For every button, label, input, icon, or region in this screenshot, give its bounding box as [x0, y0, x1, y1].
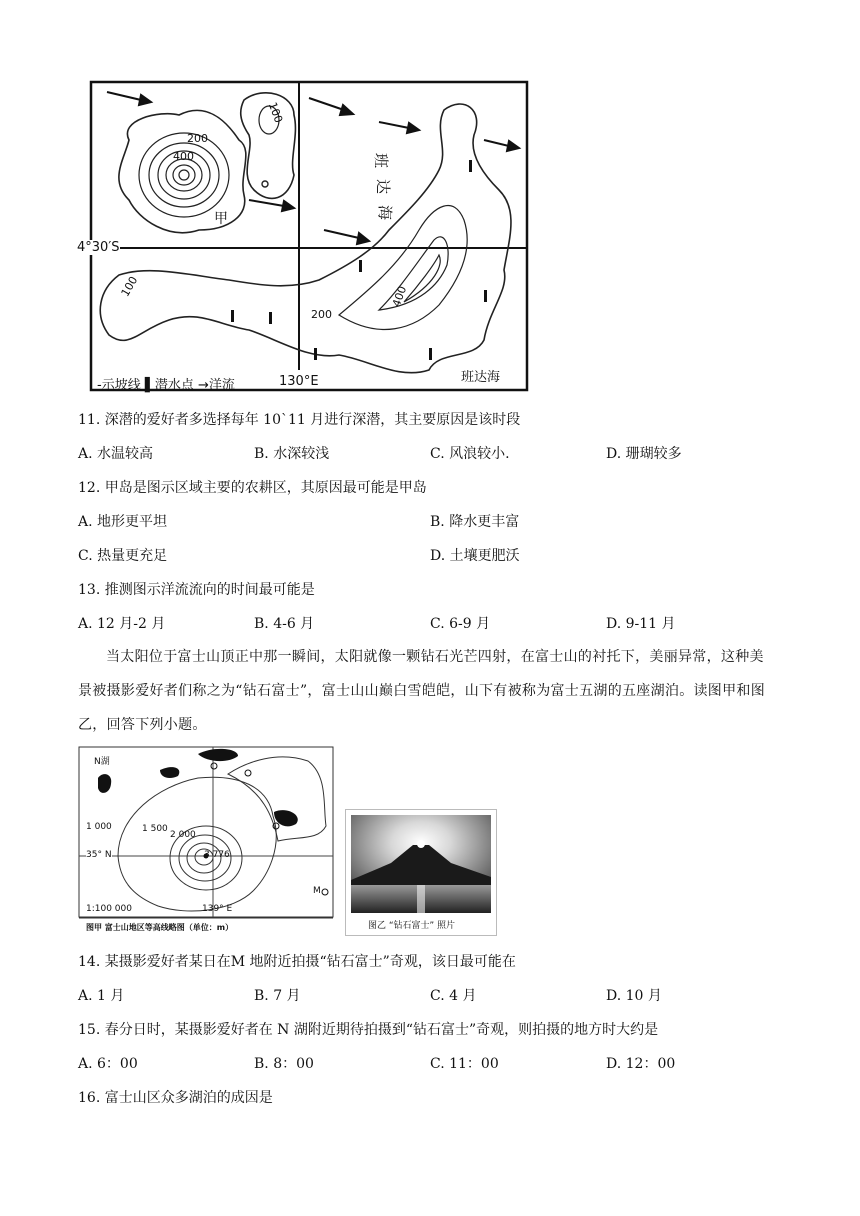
q12-option-a[interactable]: A. 地形更平坦: [78, 514, 168, 530]
passage-text: 当太阳位于富士山顶正中那一瞬间，太阳就像一颗钻石光芒四射，在富士山的衬托下，美丽异常，这种美景被摄影爱好者们称之为“钻石富士”，富士山山巅白雪皑皑，山下有被称为富士五湖的五座湖泊。读图甲和图乙，回答下列小题。: [78, 649, 766, 733]
contour-label: 400: [173, 150, 194, 163]
scale-label: 1:100 000: [86, 904, 132, 914]
q15-option-b[interactable]: B. 8：00: [254, 1056, 314, 1072]
q12-option-b[interactable]: B. 降水更丰富: [430, 514, 520, 530]
banda-sea-map-figure: [89, 80, 529, 392]
q14-option-b[interactable]: B. 7 月: [254, 988, 301, 1004]
q11-option-d[interactable]: D. 珊瑚较多: [606, 446, 682, 462]
question-16: 16. 富士山区众多湖泊的成因是: [78, 1090, 273, 1106]
contour-label: 1 500: [142, 824, 168, 834]
sea-label-3: 海: [376, 204, 395, 221]
latitude-label: 35° N: [86, 850, 112, 860]
contour-label: 100: [265, 100, 286, 125]
sea-label-2: 达: [374, 178, 393, 195]
contour-label: 100: [118, 274, 141, 299]
contour-label: 200: [311, 308, 332, 321]
map-legend: -示坡线 ▌潜水点 →洋流: [97, 378, 235, 393]
question-12: 12. 甲岛是图示区域主要的农耕区，其原因最可能是甲岛: [78, 480, 427, 496]
q11-option-a[interactable]: A. 水温较高: [78, 446, 154, 462]
latitude-label: 4°30′S: [77, 240, 120, 255]
q15-option-d[interactable]: D. 12：00: [606, 1056, 676, 1072]
contour-label: 200: [187, 132, 208, 145]
longitude-label: 139° E: [202, 904, 233, 914]
q11-option-c[interactable]: C. 风浪较小.: [430, 446, 510, 462]
lake-label: N湖: [94, 757, 110, 767]
question-14: 14. 某摄影爱好者某日在M 地附近拍摄“钻石富士”奇观，该日最可能在: [78, 954, 516, 970]
q15-option-a[interactable]: A. 6：00: [78, 1056, 138, 1072]
question-11: 11. 深潜的爱好者多选择每年 10`11 月进行深潜，其主要原因是该时段: [78, 412, 521, 428]
contour-label: 1 000: [86, 822, 112, 832]
q13-option-a[interactable]: A. 12 月-2 月: [78, 616, 166, 632]
q13-option-b[interactable]: B. 4-6 月: [254, 616, 315, 632]
question-15: 15. 春分日时，某摄影爱好者在 N 湖附近期待拍摄到“钻石富士”奇观，则拍摄的地方时大约是: [78, 1022, 659, 1038]
longitude-label: 130°E: [279, 374, 319, 389]
q13-option-d[interactable]: D. 9-11 月: [606, 616, 676, 632]
passage: [78, 640, 778, 742]
island-label: 甲: [214, 211, 228, 227]
point-m-label: M: [313, 886, 321, 896]
photo-caption: 图乙 “钻石富士” 照片: [368, 921, 456, 931]
map-caption: 图甲 富士山地区等高线略图（单位：m）: [86, 923, 234, 932]
contour-label: 400: [389, 284, 410, 309]
q14-option-d[interactable]: D. 10 月: [606, 988, 662, 1004]
sea-label-1: 班: [372, 152, 391, 169]
q12-option-d[interactable]: D. 土壤更肥沃: [430, 548, 520, 564]
q15-option-c[interactable]: C. 11：00: [430, 1056, 499, 1072]
summit-label: 3 776: [204, 850, 230, 860]
sea-label-bottom: 班达海: [461, 370, 501, 385]
q14-option-a[interactable]: A. 1 月: [78, 988, 125, 1004]
question-13: 13. 推测图示洋流流向的时间最可能是: [78, 582, 315, 598]
q11-option-b[interactable]: B. 水深较浅: [254, 446, 330, 462]
diamond-fuji-photo-frame: [345, 809, 497, 936]
banda-sea-map: [77, 80, 529, 393]
contour-label: 2 000: [170, 830, 196, 840]
q13-option-c[interactable]: C. 6-9 月: [430, 616, 491, 632]
q14-option-c[interactable]: C. 4 月: [430, 988, 477, 1004]
fuji-contour-map: [78, 746, 334, 934]
diamond-fuji-photo: [351, 815, 491, 913]
q12-option-c[interactable]: C. 热量更充足: [78, 548, 168, 564]
